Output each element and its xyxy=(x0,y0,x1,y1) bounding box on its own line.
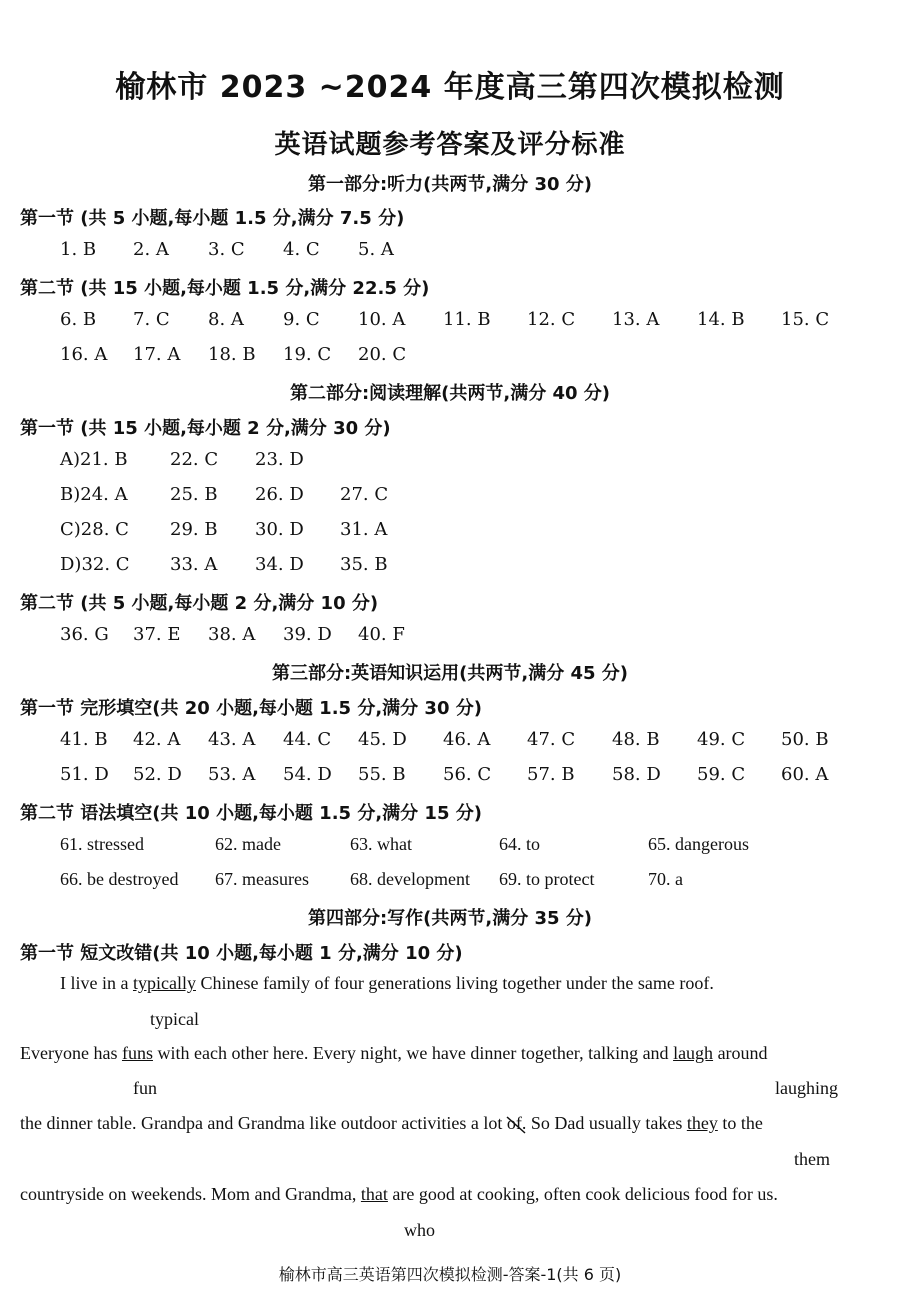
answer-item: 41. B xyxy=(60,729,108,750)
answer-item: 5. A xyxy=(358,239,394,260)
answer-item: 30. D xyxy=(255,519,304,540)
correction-2: fun xyxy=(133,1078,157,1098)
answer-item: C)28. C xyxy=(60,519,129,540)
part1-section2-heading: 第二节 (共 15 小题,每小题 1.5 分,满分 22.5 分) xyxy=(20,278,430,299)
answer-item: 61. stressed xyxy=(60,834,144,854)
answer-item: 55. B xyxy=(358,764,406,785)
answer-item: 19. C xyxy=(283,344,332,365)
text-segment: are good at cooking, often cook delicious food for us. xyxy=(387,1184,778,1204)
text-segment: Chinese family of four generations living together under the same roof. xyxy=(195,973,714,993)
deleted-word-text: of xyxy=(506,1113,522,1133)
answer-item: 26. D xyxy=(255,484,304,505)
answer-item: 46. A xyxy=(443,729,491,750)
text-segment: with each other here. Every night, we have dinner together, talking and xyxy=(152,1043,674,1063)
text-segment: around xyxy=(713,1043,768,1063)
answer-item: 7. C xyxy=(133,309,170,330)
answer-item: 43. A xyxy=(208,729,256,750)
text-segment: I live in a xyxy=(60,973,133,993)
answer-item: 6. B xyxy=(60,309,97,330)
answer-item: 57. B xyxy=(527,764,575,785)
part4-section1-heading: 第一节 短文改错(共 10 小题,每小题 1 分,满分 10 分) xyxy=(20,943,463,964)
answer-item: 37. E xyxy=(133,624,181,645)
error-word: they xyxy=(686,1113,718,1133)
answer-item: 25. B xyxy=(170,484,218,505)
answer-item: 64. to xyxy=(499,834,541,854)
answer-item: D)32. C xyxy=(60,554,130,575)
answer-item: 59. C xyxy=(697,764,746,785)
answer-item: 44. C xyxy=(283,729,332,750)
answer-item: 20. C xyxy=(358,344,407,365)
answer-item: 42. A xyxy=(133,729,181,750)
part4-heading: 第四部分:写作(共两节,满分 35 分) xyxy=(307,908,593,929)
answer-item: 39. D xyxy=(283,624,332,645)
deletion-mark-icon xyxy=(505,1115,529,1135)
answer-item: 65. dangerous xyxy=(648,834,749,854)
text-segment: to the xyxy=(717,1113,763,1133)
answer-item: 36. G xyxy=(60,624,109,645)
answer-item: 4. C xyxy=(283,239,320,260)
answer-item: 14. B xyxy=(697,309,745,330)
part3-section2-heading: 第二节 语法填空(共 10 小题,每小题 1.5 分,满分 15 分) xyxy=(20,803,482,824)
answer-item: 29. B xyxy=(170,519,218,540)
correction-3: laughing xyxy=(775,1078,838,1098)
passage-line-4 xyxy=(20,1184,778,1205)
part3-section1-heading: 第一节 完形填空(共 20 小题,每小题 1.5 分,满分 30 分) xyxy=(20,698,482,719)
deleted-word xyxy=(507,1113,522,1134)
page-title: 榆林市 2023 ~2024 年度高三第四次模拟检测 xyxy=(115,70,785,105)
correction-1: typical xyxy=(150,1009,199,1029)
answer-item: 60. A xyxy=(781,764,829,785)
passage-line-1 xyxy=(60,973,714,994)
text-segment: countryside on weekends. Mom and Grandma, xyxy=(20,1184,361,1204)
answer-item: 63. what xyxy=(350,834,412,854)
answer-item: 3. C xyxy=(208,239,245,260)
text-segment: the dinner table. Grandpa and Grandma like outdoor activities a lot xyxy=(20,1113,507,1133)
answer-item: 33. A xyxy=(170,554,218,575)
answer-item: 68. development xyxy=(350,869,470,889)
answer-item: 66. be destroyed xyxy=(60,869,179,889)
answer-item: B)24. A xyxy=(60,484,128,505)
answer-item: 40. F xyxy=(358,624,405,645)
passage-line-3 xyxy=(20,1113,763,1134)
answer-item: A)21. B xyxy=(60,449,128,470)
answer-item: 11. B xyxy=(443,309,491,330)
answer-item: 16. A xyxy=(60,344,108,365)
answer-item: 54. D xyxy=(283,764,332,785)
text-segment: . So Dad usually takes xyxy=(521,1113,687,1133)
passage-line-2 xyxy=(20,1043,882,1064)
answer-item: 47. C xyxy=(527,729,576,750)
answer-item: 53. A xyxy=(208,764,256,785)
answer-item: 18. B xyxy=(208,344,256,365)
answer-item: 23. D xyxy=(255,449,304,470)
error-word: that xyxy=(360,1184,388,1204)
answer-item: 10. A xyxy=(358,309,406,330)
answer-item: 52. D xyxy=(133,764,182,785)
answer-item: 49. C xyxy=(697,729,746,750)
error-word: typically xyxy=(132,973,196,993)
answer-item: 34. D xyxy=(255,554,304,575)
answer-item: 38. A xyxy=(208,624,256,645)
page-subtitle: 英语试题参考答案及评分标准 xyxy=(274,130,626,160)
part2-section2-heading: 第二节 (共 5 小题,每小题 2 分,满分 10 分) xyxy=(20,593,379,614)
answer-item: 22. C xyxy=(170,449,219,470)
answer-item: 48. B xyxy=(612,729,660,750)
correction-5: who xyxy=(404,1220,435,1240)
answer-item: 45. D xyxy=(358,729,407,750)
answer-item: 67. measures xyxy=(215,869,309,889)
answer-item: 27. C xyxy=(340,484,389,505)
answer-item: 62. made xyxy=(215,834,281,854)
part2-section1-heading: 第一节 (共 15 小题,每小题 2 分,满分 30 分) xyxy=(20,418,391,439)
answer-item: 56. C xyxy=(443,764,492,785)
answer-item: 8. A xyxy=(208,309,244,330)
answer-item: 17. A xyxy=(133,344,181,365)
answer-item: 1. B xyxy=(60,239,97,260)
answer-item: 13. A xyxy=(612,309,660,330)
part3-heading: 第三部分:英语知识运用(共两节,满分 45 分) xyxy=(271,663,629,684)
error-word: laugh xyxy=(673,1043,714,1063)
answer-item: 31. A xyxy=(340,519,388,540)
part1-section1-heading: 第一节 (共 5 小题,每小题 1.5 分,满分 7.5 分) xyxy=(20,208,405,229)
part1-heading: 第一部分:听力(共两节,满分 30 分) xyxy=(307,174,593,195)
correction-4: them xyxy=(794,1149,830,1169)
answer-item: 9. C xyxy=(283,309,320,330)
answer-item: 69. to protect xyxy=(499,869,595,889)
answer-item: 12. C xyxy=(527,309,576,330)
answer-item: 35. B xyxy=(340,554,388,575)
text-segment: Everyone has xyxy=(20,1043,122,1063)
answer-item: 15. C xyxy=(781,309,830,330)
answer-item: 58. D xyxy=(612,764,661,785)
answer-item: 50. B xyxy=(781,729,829,750)
answer-item: 51. D xyxy=(60,764,109,785)
page-footer: 榆林市高三英语第四次模拟检测-答案-1(共 6 页) xyxy=(278,1265,622,1284)
answer-item: 2. A xyxy=(133,239,169,260)
answer-item: 70. a xyxy=(648,869,683,889)
error-word: funs xyxy=(121,1043,153,1063)
part2-heading: 第二部分:阅读理解(共两节,满分 40 分) xyxy=(289,383,611,404)
